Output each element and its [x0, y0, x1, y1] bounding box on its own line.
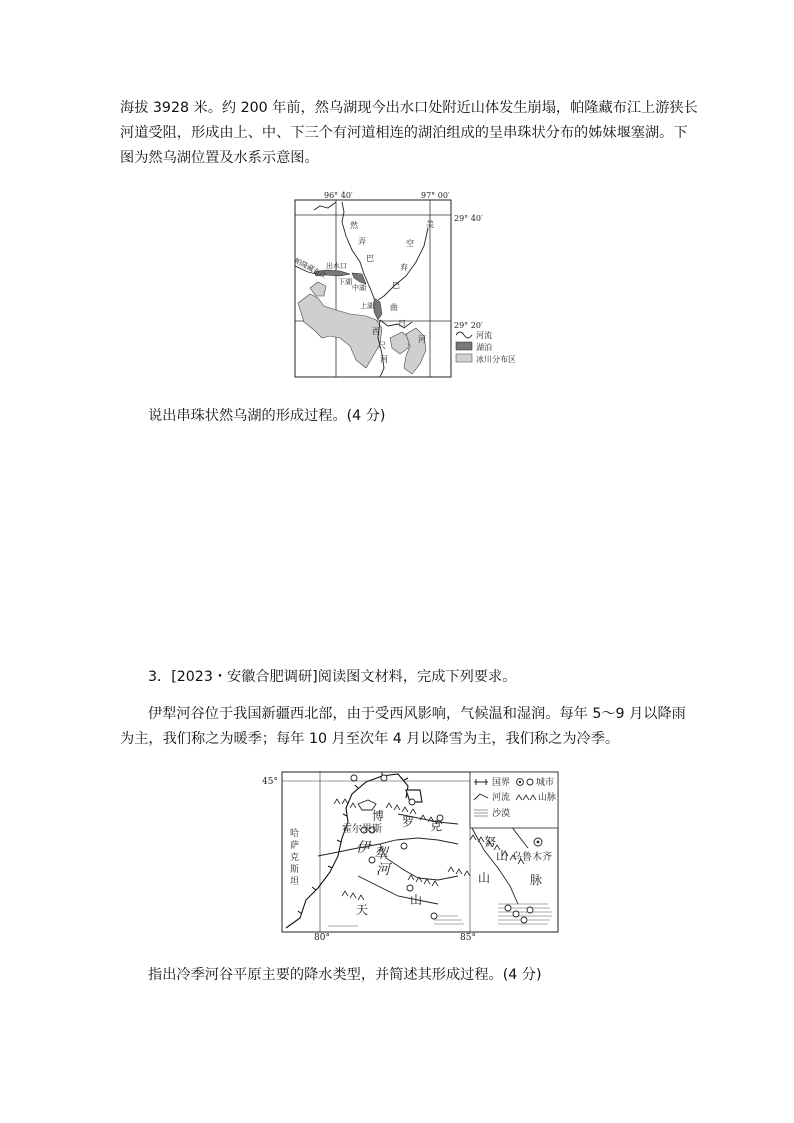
- label-he1: 河: [380, 355, 388, 364]
- label-qi: 弃: [400, 263, 408, 272]
- legend-city-dot: [519, 781, 521, 783]
- legend-river-label: 河流: [476, 331, 492, 340]
- passage-1-line-3: 图为然乌湖位置及水系示意图。: [120, 150, 319, 166]
- label-mountain-tian: 天: [356, 903, 369, 917]
- label-mountain-shan3: 山: [410, 893, 423, 907]
- label-xi: 西: [372, 327, 380, 336]
- glacier-area: [310, 282, 326, 296]
- legend-river-label: 河流: [492, 793, 511, 803]
- country-border: [286, 774, 408, 928]
- legend-border-label: 国界: [492, 778, 511, 788]
- label-qu: 曲: [390, 303, 398, 312]
- label-country-char: 萨: [290, 841, 300, 851]
- passage-1-line-1: 海拔 3928 米。约 200 年前，然乌湖现今出水口处附近山体发生崩塌，帕隆藏布江上游狭长: [120, 100, 698, 116]
- label-river-li: 犁: [374, 846, 388, 862]
- label-ba2: 巴: [392, 281, 400, 290]
- label-country-char: 坦: [290, 877, 300, 887]
- lat-label-45: 45°: [262, 777, 278, 787]
- label-chi: 尺: [378, 341, 386, 350]
- passage-2: [120, 702, 686, 752]
- label-urumqi: 乌鲁木齐: [512, 852, 552, 863]
- label-upper-lake: 上湖: [360, 302, 374, 310]
- label-mountain-bo: 博: [372, 809, 385, 823]
- passage-2-line-2: 为主，我们称之为暖季；每年 10 月至次年 4 月以降雪为主，我们称之为冷季。: [120, 731, 620, 747]
- label-outlet: 出水口: [326, 262, 347, 270]
- label-mei: 美: [426, 220, 434, 229]
- river-ili-branch: [380, 844, 458, 880]
- ili-valley-map: [258, 768, 562, 944]
- passage-1-line-2: 河道受阻，形成由上、中、下三个有河道相连的湖泊组成的呈串珠状分布的姊妹堰塞湖。下: [120, 125, 688, 141]
- label-mountain-shan2: 山: [478, 871, 491, 885]
- item-3-header: 3．[2023・安徽合肥调研]阅读图文材料，完成下列要求。: [148, 669, 517, 685]
- river-mouth: [314, 202, 336, 210]
- label-nong: 弄: [358, 237, 366, 246]
- legend-lake-label: 湖泊: [476, 343, 492, 352]
- label-ba: 巴: [366, 254, 374, 263]
- legend-mountain-label: 山脉: [538, 793, 557, 803]
- lon-label-80: 80°: [314, 933, 330, 943]
- legend-desert-label: 沙漠: [492, 809, 511, 819]
- label-country-char: 克: [290, 853, 300, 863]
- label-river-he: 河: [376, 862, 390, 878]
- label-ran: 然: [350, 221, 358, 230]
- ranwu-lake-map: [280, 188, 540, 382]
- lon-label-2: 97° 00′: [421, 191, 450, 200]
- legend-glacier-label: 冰川分布区: [476, 355, 516, 364]
- label-kong: 空: [406, 239, 414, 248]
- legend-city-icon2: [527, 779, 533, 785]
- lat-label-2: 29° 20′: [454, 321, 483, 330]
- legend-lake-icon: [456, 342, 472, 350]
- label-he2: 河: [418, 335, 426, 344]
- label-country-char: 哈: [290, 829, 300, 839]
- label-huoerguosi: 霍尔果斯: [342, 824, 382, 835]
- label-mountain-luo: 罗: [402, 815, 415, 829]
- label-mountain-mai: 脉: [530, 873, 543, 887]
- label-ri: 日: [398, 319, 406, 328]
- label-lower-lake: 下湖: [338, 278, 352, 286]
- label-palong: 帕隆藏布江: [293, 256, 328, 281]
- legend-river-icon: [456, 332, 472, 338]
- label-country-char: 斯: [290, 865, 300, 875]
- label-mountain-shan1: 山: [496, 849, 509, 863]
- lake-upper: [374, 298, 382, 320]
- lat-label-1: 29° 40′: [454, 214, 483, 223]
- passage-1: [120, 96, 698, 171]
- city-urumqi-dot: [537, 841, 540, 844]
- question-1: 说出串珠状然乌湖的形成过程。(4 分): [148, 408, 386, 424]
- label-river-yi: 伊: [356, 840, 370, 856]
- label-mountain-nu: 努: [484, 835, 497, 849]
- label-mountain-ke: 克: [430, 819, 443, 833]
- legend-city-label: 城市: [536, 778, 555, 788]
- lon-label-85: 85°: [460, 933, 476, 943]
- question-2: 指出冷季河谷平原主要的降水类型，并简述其形成过程。(4 分): [148, 967, 542, 983]
- legend-glacier-icon: [456, 354, 472, 362]
- label-middle-lake: 中湖: [352, 284, 366, 292]
- lon-label-1: 96° 40′: [324, 191, 353, 200]
- passage-2-line-1: 伊犁河谷位于我国新疆西北部，由于受西风影响，气候温和湿润。每年 5～9 月以降雨: [148, 706, 686, 722]
